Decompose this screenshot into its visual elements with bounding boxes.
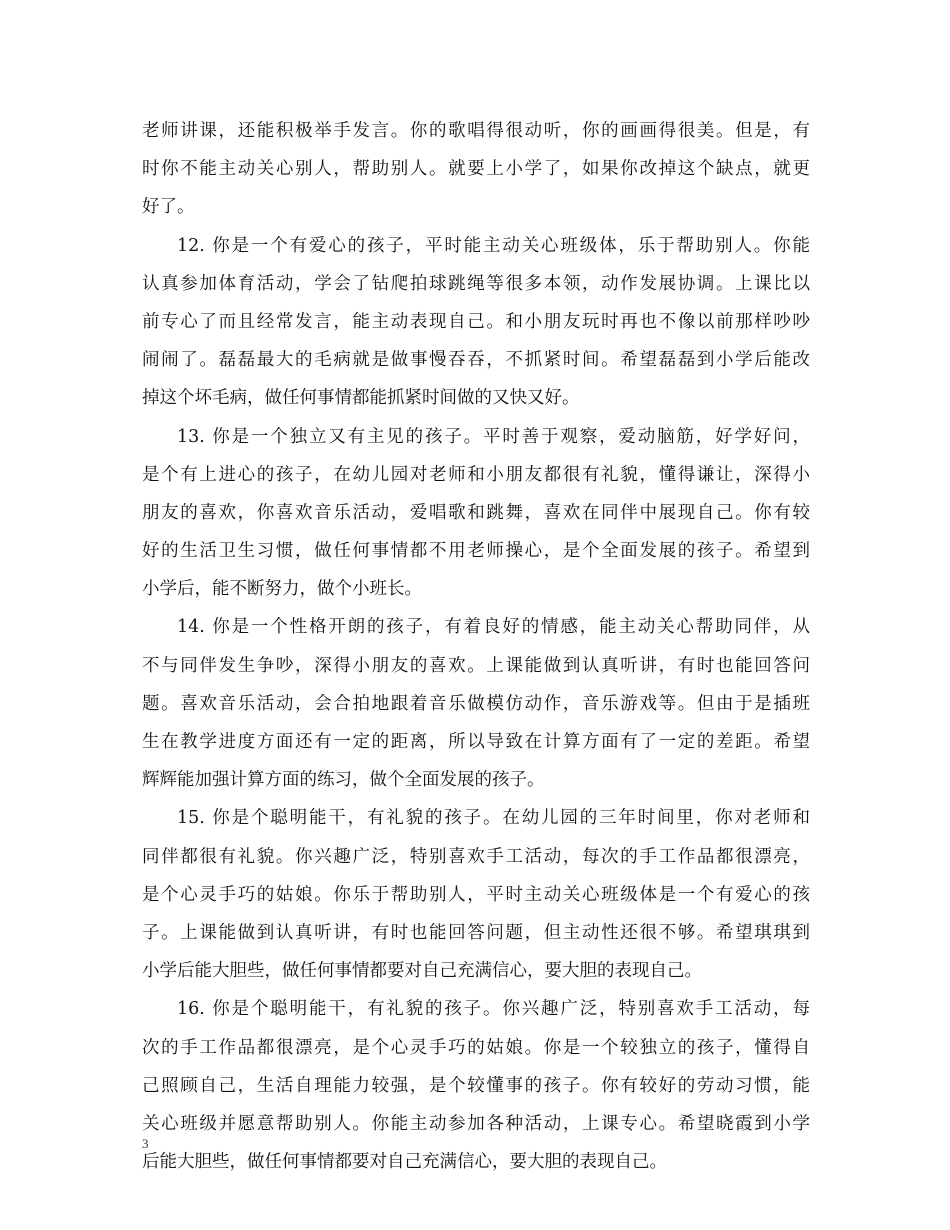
text-line: 好的生活卫生习惯，做任何事情都不用老师操心，是个全面发展的孩子。希望到 <box>142 541 810 562</box>
text-line: 小学后能大胆些，做任何事情都要对自己充满信心，要大胆的表现自己。 <box>142 961 702 982</box>
text-line: 后能大胆些，做任何事情都要对自己充满信心，要大胆的表现自己。 <box>142 1152 667 1173</box>
text-line: 小学后，能不断努力，做个小班长。 <box>142 579 422 600</box>
text-line: 时你不能主动关心别人，帮助别人。就要上小学了，如果你改掉这个缺点，就更 <box>142 159 810 180</box>
text-line: 16. 你是个聪明能干，有礼貌的孩子。你兴趣广泛，特别喜欢手工活动，每 <box>177 999 810 1020</box>
text-line: 子。上课能做到认真听讲，有时也能回答问题，但主动性还很不够。希望琪琪到 <box>142 922 810 943</box>
document-body <box>142 112 810 1181</box>
text-line: 前专心了而且经常发言，能主动表现自己。和小朋友玩时再也不像以前那样吵吵 <box>142 311 810 332</box>
text-line: 是个心灵手巧的姑娘。你乐于帮助别人，平时主动关心班级体是一个有爱心的孩 <box>142 884 810 905</box>
text-line: 是个有上进心的孩子，在幼儿园对老师和小朋友都很有礼貌，懂得谦让，深得小 <box>142 464 810 485</box>
text-line: 认真参加体育活动，学会了钻爬拍球跳绳等很多本领，动作发展协调。上课比以 <box>142 273 810 294</box>
text-line: 次的手工作品都很漂亮，是个心灵手巧的姑娘。你是一个较独立的孩子，懂得自 <box>142 1037 810 1058</box>
text-line: 13. 你是一个独立又有主见的孩子。平时善于观察，爱动脑筋，好学好问， <box>177 426 810 447</box>
text-line: 朋友的喜欢，你喜欢音乐活动，爱唱歌和跳舞，喜欢在同伴中展现自己。你有较 <box>142 502 810 523</box>
page-number: 3 <box>142 1136 149 1151</box>
text-line: 15. 你是个聪明能干，有礼貌的孩子。在幼儿园的三年时间里，你对老师和 <box>177 808 810 829</box>
text-line: 好了。 <box>142 197 195 218</box>
text-line: 14. 你是一个性格开朗的孩子，有着良好的情感，能主动关心帮助同伴，从 <box>177 617 810 638</box>
text-line: 12. 你是一个有爱心的孩子，平时能主动关心班级体，乐于帮助别人。你能 <box>177 235 810 256</box>
text-line: 辉辉能加强计算方面的练习，做个全面发展的孩子。 <box>142 770 545 791</box>
text-line: 不与同伴发生争吵，深得小朋友的喜欢。上课能做到认真听讲，有时也能回答问 <box>142 655 810 676</box>
text-line: 己照顾自己，生活自理能力较强，是个较懂事的孩子。你有较好的劳动习惯，能 <box>142 1075 810 1096</box>
text-line: 老师讲课，还能积极举手发言。你的歌唱得很动听，你的画画得很美。但是，有 <box>142 121 810 141</box>
text-line: 掉这个坏毛病，做任何事情都能抓紧时间做的又快又好。 <box>142 388 580 409</box>
text-line: 同伴都很有礼貌。你兴趣广泛，特别喜欢手工活动，每次的手工作品都很漂亮， <box>142 846 810 867</box>
text-line: 题。喜欢音乐活动，会合拍地跟着音乐做模仿动作，音乐游戏等。但由于是插班 <box>142 693 810 714</box>
text-line: 闹闹了。磊磊最大的毛病就是做事慢吞吞，不抓紧时间。希望磊磊到小学后能改 <box>142 350 810 371</box>
text-line: 生在教学进度方面还有一定的距离，所以导致在计算方面有了一定的差距。希望 <box>142 732 810 752</box>
text-line: 关心班级并愿意帮助别人。你能主动参加各种活动，上课专心。希望晓霞到小学 <box>142 1113 810 1134</box>
